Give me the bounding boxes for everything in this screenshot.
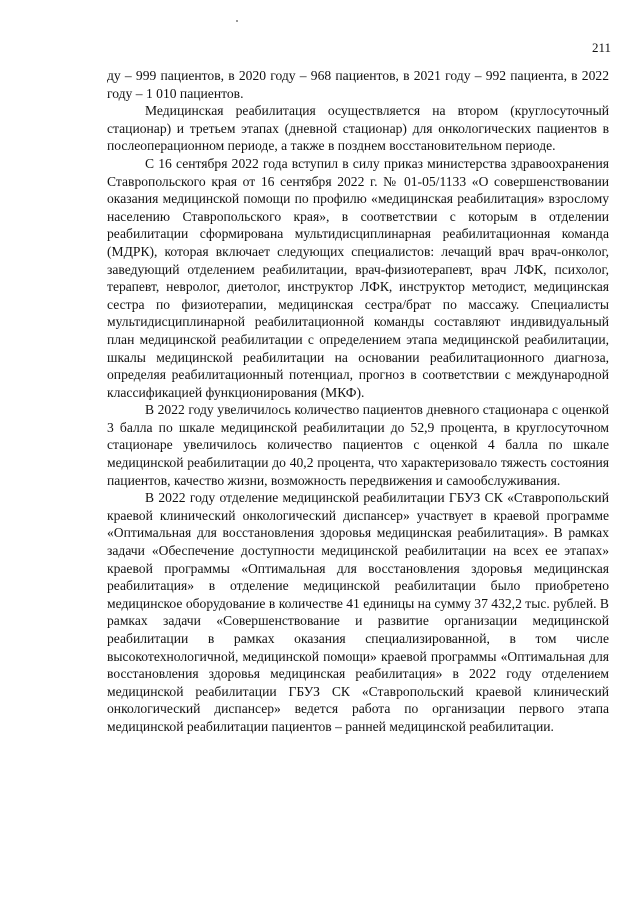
page-number: 211 (591, 40, 611, 55)
paragraph-2022-patients: В 2022 году увеличилось количество пациентов дневного стационара с оценкой 3 балла по шкале медицинской реабилитации до 52,9 процента, в круглосуточном стационаре увеличилось количество пациентов с оценкой 4 балла по шкале медицинской реабилитации до 40,2 процента, что характеризовало тяжесть состояния пациентов, качество жизни, возможность передвижения и самообслуживания. (107, 402, 609, 488)
scan-artifact (236, 20, 238, 22)
paragraph-order-mdrk: С 16 сентября 2022 года вступил в силу приказ министерства здравоохранения Ставропольского края от 16 сентября 2022 г. № 01-05/1133 «О совершенствовании оказания медицинской помощи по профилю «медицинская реабилитация» взрослому населению Ставропольского края», в соответствии с которым в отделении реабилитации сформирована мультидисциплинарная реабилитационная команда (МДРК), которая включает следующих специалистов: лечащий врач врач-онколог, заведующий отделением реабилитации, врач-физиотерапевт, врач ЛФК, психолог, терапевт, невролог, диетолог, инструктор ЛФК, инструктор методист, медицинская сестра по физиотерапии, медицинская сестра/брат по массажу. Специалисты мультидисциплинарной реабилитационной команды составляют индивидуальный план медицинской реабилитации с определением этапа медицинской реабилитации, шкалы медицинской реабилитации на основании реабилитационного диагноза, определяя реабилитационный потенциал, прогноз в соответствии с международной классификацией функционирования (МКФ). (107, 155, 609, 400)
paragraph-rehabilitation-stages: Медицинская реабилитация осуществляется на втором (круглосуточный стационар) и третьем этапах (дневной стационар) для онкологических пациентов в послеоперационном периоде, а также в позднем восстановительном периоде. (107, 103, 609, 154)
paragraph-continuation: ду – 999 пациентов, в 2020 году – 968 пациентов, в 2021 году – 992 пациента, в 2022 году – 1 010 пациентов. (107, 68, 609, 101)
body-text (107, 67, 609, 736)
paragraph-regional-program: В 2022 году отделение медицинской реабилитации ГБУЗ СК «Ставропольский краевой клинический онкологический диспансер» участвует в краевой программе «Оптимальная для восстановления здоровья медицинская реабилитация». В рамках задачи «Обеспечение доступности медицинской реабилитации на всех ее этапах» краевой программы «Оптимальная для восстановления здоровья медицинская реабилитация» в отделение медицинской реабилитации было приобретено медицинское оборудование в количестве 41 единицы на сумму 37 432,2 тыс. рублей. В рамках задачи «Совершенствование и развитие организации медицинской реабилитации в рамках оказания специализированной, в том числе высокотехнологичной, медицинской помощи» краевой программы «Оптимальная для восстановления здоровья медицинская реабилитация» в 2022 году отделением медицинской реабилитации ГБУЗ СК «Ставропольский краевой клинический онкологический диспансер» ведется работа по организации первого этапа медицинской реабилитации пациентов – ранней медицинской реабилитации. (107, 490, 609, 734)
